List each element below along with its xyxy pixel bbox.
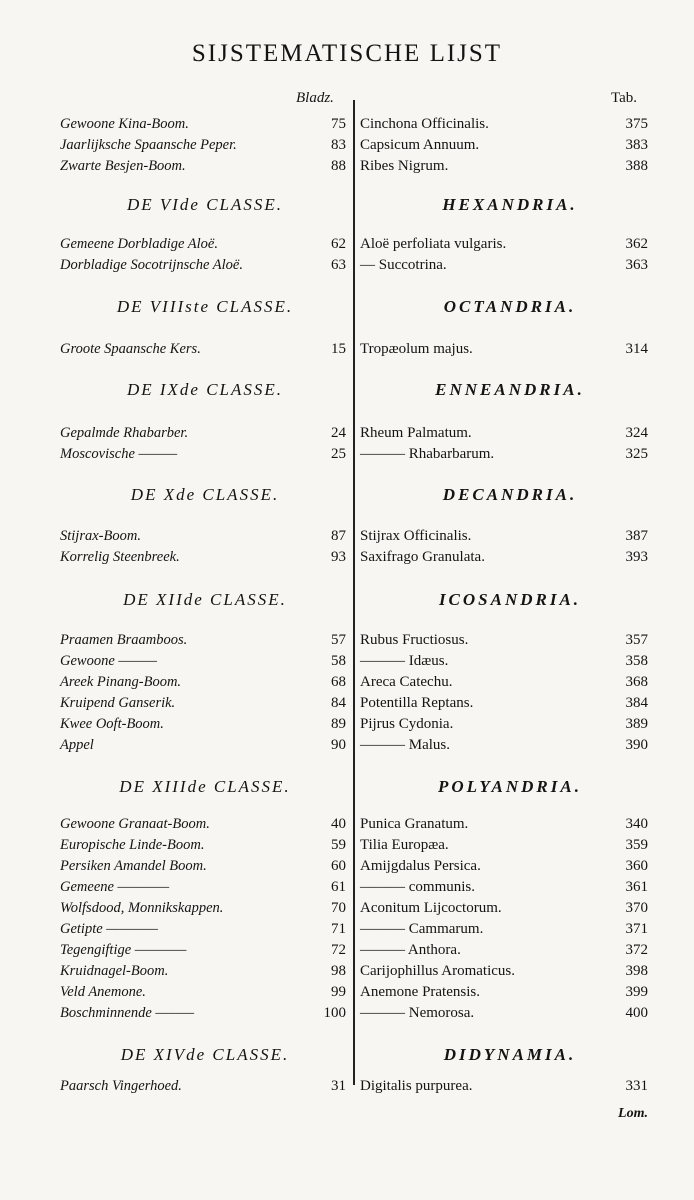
dutch-name: Appel (60, 737, 94, 753)
page-number: 99 (331, 984, 346, 1000)
section-rows (0, 816, 694, 1026)
plate-number: 400 (625, 1005, 648, 1021)
column-header-bladz: Bladz. (296, 90, 334, 106)
page-number: 70 (331, 900, 346, 916)
page-number: 59 (331, 837, 346, 853)
page-number: 24 (331, 425, 346, 441)
page-number: 72 (331, 942, 346, 958)
dutch-name: Gemeene Dorbladige Aloë. (60, 236, 218, 252)
table-row (0, 837, 694, 858)
table-row (0, 674, 694, 695)
page-number: 84 (331, 695, 346, 711)
plate-number: 368 (625, 674, 648, 690)
catchword: Lom. (618, 1106, 648, 1121)
dutch-name: Areek Pinang-Boom. (60, 674, 182, 690)
latin-name: Pijrus Cydonia. (360, 716, 454, 732)
latin-name: Tilia Europæa. (360, 837, 449, 853)
plate-number: 390 (625, 737, 648, 753)
table-row (0, 446, 694, 467)
plate-number: 371 (625, 921, 648, 937)
dutch-name: Praamen Braamboos. (60, 632, 188, 648)
page-number: 61 (331, 879, 346, 895)
plate-number: 360 (625, 858, 648, 874)
table-row (0, 158, 694, 179)
table-row (0, 942, 694, 963)
latin-name: ——— communis. (360, 879, 475, 895)
plate-number: 372 (625, 942, 648, 958)
latin-name: Aconitum Lijcoctorum. (360, 900, 502, 916)
table-row (0, 900, 694, 921)
class-heading: DE XIIIde CLASSE. (119, 777, 291, 796)
table-row (0, 1005, 694, 1026)
table-row (0, 737, 694, 758)
latin-name: Stijrax Officinalis. (360, 528, 472, 544)
dutch-name: Persiken Amandel Boom. (60, 858, 207, 874)
table-row (0, 921, 694, 942)
dutch-name: Gemeene ———— (60, 879, 170, 895)
linnaean-class-heading: ENNEANDRIA. (435, 380, 585, 399)
latin-name: ——— Anthora. (360, 942, 461, 958)
class-heading: DE IXde CLASSE. (126, 380, 284, 399)
class-heading: DE VIIIste CLASSE. (116, 297, 294, 316)
table-row (0, 879, 694, 900)
dutch-name: Korrelig Steenbreek. (60, 549, 180, 565)
page-number: 98 (331, 963, 346, 979)
dutch-name: Boschminnende ——— (60, 1005, 195, 1021)
latin-name: ——— Rhabarbarum. (360, 446, 495, 462)
table-row (0, 257, 694, 278)
latin-name: Cinchona Officinalis. (360, 116, 489, 132)
latin-name: Tropæolum majus. (360, 341, 473, 357)
class-heading: DE Xde CLASSE. (130, 485, 280, 504)
plate-number: 325 (625, 446, 648, 462)
class-heading: DE XIVde CLASSE. (120, 1045, 290, 1064)
dutch-name: Gepalmde Rhabarber. (60, 425, 189, 441)
dutch-name: Paarsch Vingerhoed. (60, 1078, 182, 1094)
table-row (0, 695, 694, 716)
plate-number: 363 (625, 257, 648, 273)
plate-number: 314 (625, 341, 648, 357)
page-number: 31 (331, 1078, 346, 1094)
latin-name: ——— Cammarum. (360, 921, 484, 937)
page-title: SIJSTEMATISCHE LIJST (191, 40, 503, 67)
latin-name: Carijophillus Aromaticus. (360, 963, 515, 979)
plate-number: 361 (625, 879, 648, 895)
dutch-name: Europische Linde-Boom. (60, 837, 205, 853)
linnaean-class-heading: ICOSANDRIA. (438, 590, 582, 609)
page-number: 60 (331, 858, 346, 874)
page-number: 83 (331, 137, 346, 153)
table-row (0, 816, 694, 837)
section-rows (0, 116, 694, 179)
dutch-name: Dorbladige Socotrijnsche Aloë. (60, 257, 243, 273)
linnaean-class-heading: DECANDRIA. (442, 485, 578, 504)
table-row (0, 984, 694, 1005)
page-number: 87 (331, 528, 346, 544)
latin-name: ——— Idæus. (360, 653, 449, 669)
dutch-name: Gewoone Kina-Boom. (60, 116, 189, 132)
plate-number: 375 (625, 116, 648, 132)
linnaean-class-heading: HEXANDRIA. (442, 195, 578, 214)
table-row (0, 653, 694, 674)
page-number: 88 (331, 158, 346, 174)
dutch-name: Moscovische ——— (60, 446, 178, 462)
plate-number: 383 (625, 137, 648, 153)
plate-number: 324 (625, 425, 648, 441)
table-row (0, 963, 694, 984)
page-number: 40 (331, 816, 346, 832)
dutch-name: Zwarte Besjen-Boom. (60, 158, 186, 174)
page-number: 71 (331, 921, 346, 937)
latin-name: Capsicum Annuum. (360, 137, 480, 153)
plate-number: 362 (625, 236, 648, 252)
table-row (0, 528, 694, 549)
class-heading: DE XIIde CLASSE. (123, 590, 287, 609)
page-number: 100 (323, 1005, 346, 1021)
section-rows (0, 632, 694, 758)
plate-number: 370 (625, 900, 648, 916)
linnaean-class-heading: OCTANDRIA. (443, 297, 577, 316)
page-number: 68 (331, 674, 346, 690)
dutch-name: Groote Spaansche Kers. (60, 341, 201, 357)
latin-name: Rubus Fructiosus. (360, 632, 469, 648)
table-row (0, 116, 694, 137)
table-row (0, 1078, 694, 1099)
page-number: 62 (331, 236, 346, 252)
page-number: 25 (331, 446, 346, 462)
latin-name: Anemone Pratensis. (360, 984, 480, 1000)
page-number: 63 (331, 257, 346, 273)
page-number: 75 (331, 116, 346, 132)
latin-name: — Succotrina. (360, 257, 447, 273)
section-rows (0, 528, 694, 570)
dutch-name: Kruipend Ganserik. (60, 695, 176, 711)
plate-number: 384 (625, 695, 648, 711)
table-row (0, 425, 694, 446)
table-row (0, 716, 694, 737)
dutch-name: Tegengiftige ———— (60, 942, 187, 958)
page-number: 93 (331, 549, 346, 565)
latin-name: Amijgdalus Persica. (360, 858, 481, 874)
table-row (0, 632, 694, 653)
plate-number: 388 (625, 158, 648, 174)
table-row (0, 137, 694, 158)
table-row (0, 236, 694, 257)
section-rows (0, 1078, 694, 1099)
plate-number: 358 (625, 653, 648, 669)
dutch-name: Stijrax-Boom. (60, 528, 141, 544)
linnaean-class-heading: DIDYNAMIA. (443, 1045, 577, 1064)
dutch-name: Jaarlijksche Spaansche Peper. (60, 137, 237, 153)
section-rows (0, 341, 694, 362)
plate-number: 389 (625, 716, 648, 732)
latin-name: ——— Nemorosa. (360, 1005, 475, 1021)
dutch-name: Veld Anemone. (60, 984, 146, 1000)
latin-name: Punica Granatum. (360, 816, 469, 832)
dutch-name: Getipte ———— (60, 921, 158, 937)
class-heading: DE VIde CLASSE. (126, 195, 284, 214)
plate-number: 357 (625, 632, 648, 648)
table-row (0, 341, 694, 362)
column-header-tab: Tab. (611, 90, 638, 106)
dutch-name: Gewoone ——— (60, 653, 158, 669)
dutch-name: Wolfsdood, Monnikskappen. (60, 900, 224, 916)
dutch-name: Gewoone Granaat-Boom. (60, 816, 210, 832)
plate-number: 331 (625, 1078, 648, 1094)
plate-number: 398 (625, 963, 648, 979)
plate-number: 393 (625, 549, 648, 565)
table-row (0, 549, 694, 570)
page-number: 57 (331, 632, 346, 648)
latin-name: Potentilla Reptans. (360, 695, 474, 711)
page-number: 89 (331, 716, 346, 732)
latin-name: ——— Malus. (360, 737, 450, 753)
plate-number: 399 (625, 984, 648, 1000)
latin-name: Rheum Palmatum. (360, 425, 472, 441)
latin-name: Aloë perfoliata vulgaris. (360, 236, 507, 252)
latin-name: Saxifrago Granulata. (360, 549, 485, 565)
dutch-name: Kruidnagel-Boom. (60, 963, 169, 979)
latin-name: Digitalis purpurea. (360, 1078, 473, 1094)
page-number: 90 (331, 737, 346, 753)
latin-name: Areca Catechu. (360, 674, 453, 690)
page-number: 15 (331, 341, 346, 357)
section-rows (0, 236, 694, 278)
linnaean-class-heading: POLYANDRIA. (438, 777, 582, 796)
plate-number: 359 (625, 837, 648, 853)
table-row (0, 858, 694, 879)
plate-number: 387 (625, 528, 648, 544)
dutch-name: Kwee Ooft-Boom. (60, 716, 164, 732)
plate-number: 340 (625, 816, 648, 832)
page-number: 58 (331, 653, 346, 669)
latin-name: Ribes Nigrum. (360, 158, 449, 174)
section-rows (0, 425, 694, 467)
